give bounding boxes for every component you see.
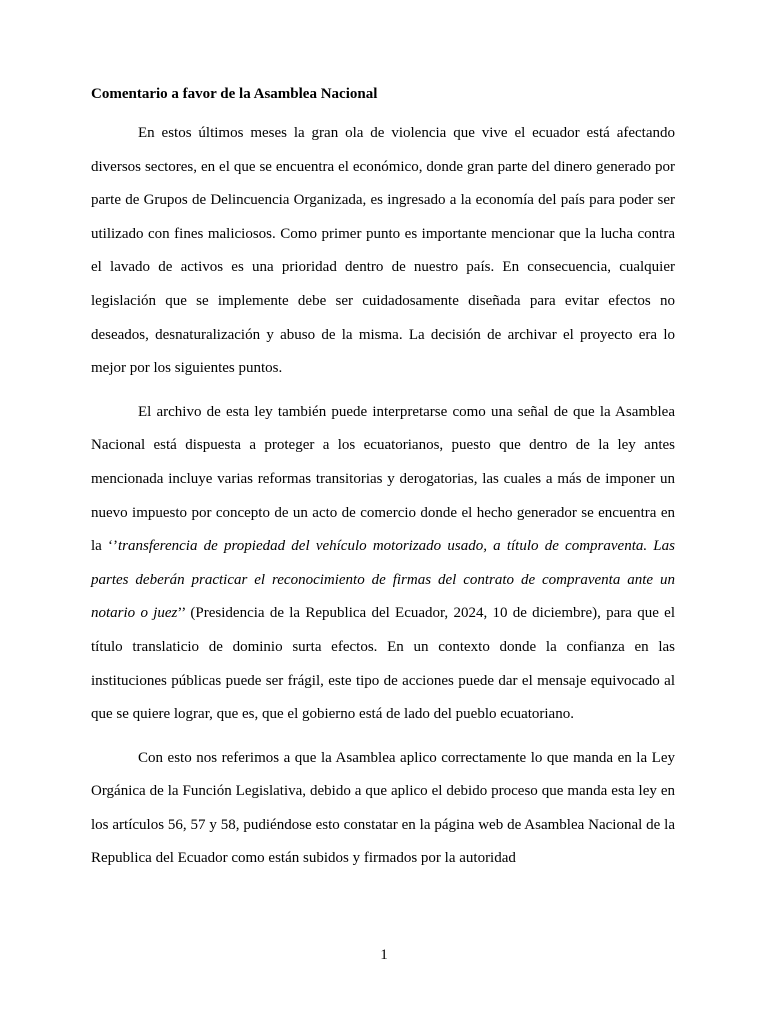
paragraph-1: En estos últimos meses la gran ola de violencia que vive el ecuador está afectando diversos sectores, en el que se encuentra el económico, donde gran parte del dinero generado por parte de Grupos de Delincuencia Organizada, es ingresado a la economía del país para poder ser utilizado con fines maliciosos. Como primer punto es importante mencionar que la lucha contra el lavado de activos es una prioridad dentro de nuestro país. En consecuencia, cualquier legislación que se implemente debe ser cuidadosamente diseñada para evitar efectos no deseados, desnaturalización y abuso de la misma. La decisión de archivar el proyecto era lo mejor por los siguientes puntos. [91,125,675,377]
document-title: Comentario a favor de la Asamblea Nacional [91,86,378,102]
paragraph-3: Con esto nos referimos a que la Asamblea aplico correctamente lo que manda en la Ley Orgánica de la Función Legislativa, debido a que aplico el debido proceso que manda esta ley en los artículos 56, 57 y 58, pudiéndose esto constatar en la página web de Asamblea Nacional de la Republica del Ecuador como están subidos y firmados por la autoridad [91,749,675,867]
paragraph-2-text-after-quote: ’’ (Presidencia de la Republica del Ecuador, 2024, 10 de diciembre), para que el título translaticio de dominio surta efectos. En un contexto donde la confianza en las instituciones públicas puede ser frágil, este tipo de acciones puede dar el mensaje equivocado al que se quiere lograr, que es, que el gobierno está de lado del pueblo ecuatoriano. [91,605,675,723]
page-number: 1 [380,947,388,963]
paragraph-2-italic-quote: transferencia de propiedad del vehículo motorizado usado, a título de compraventa. Las partes deberán practicar el reconocimiento de firmas del contrato de compraventa ante un notario o juez [91,538,675,622]
document-page [91,83,675,886]
paragraph-2 [91,396,675,732]
paragraph-2-text-before-quote: El archivo de esta ley también puede interpretarse como una señal de que la Asamblea Nacional está dispuesta a proteger a los ecuatorianos, puesto que dentro de la ley antes mencionada incluye varias reformas transitorias y derogatorias, las cuales a más de imponer un nuevo impuesto por concepto de un acto de comercio donde el hecho generador se encuentra en la ‘’ [91,403,675,555]
